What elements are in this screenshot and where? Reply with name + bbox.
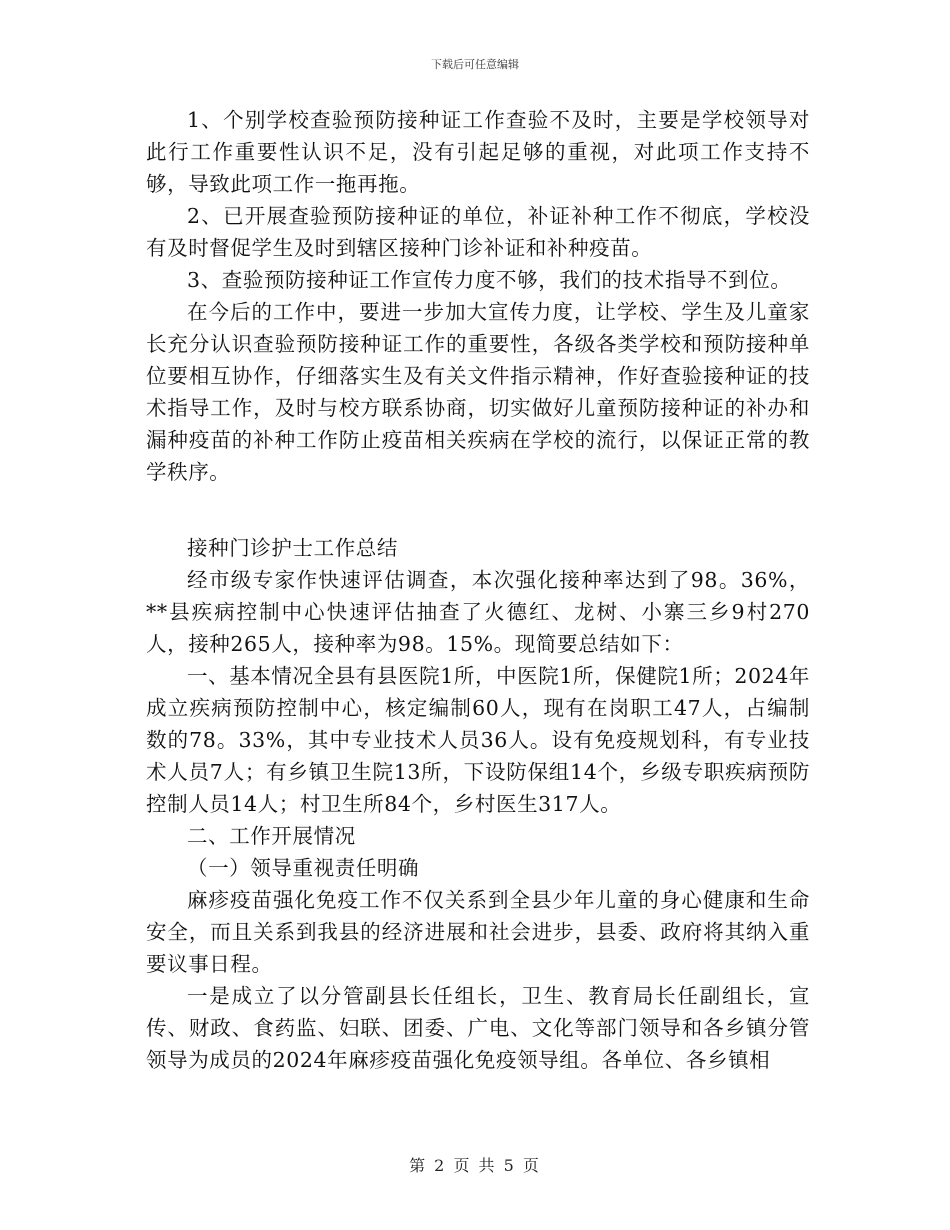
- paragraph: 一、基本情况全县有县医院1所，中医院1所，保健院1所；2024年成立疾病预防控制中心，核定编制60人，现有在岗职工47人，占编制数的78。33%，其中专业技术人员36人。设有免疫规划科，有专业技术人员7人；有乡镇卫生院13所，下设防保组14个，乡级专职疾病预防控制人员14人；村卫生所84个，乡村医生317人。: [146, 664, 810, 816]
- document-body: [146, 104, 810, 1076]
- section-title: 接种门诊护士工作总结: [187, 536, 398, 560]
- paragraph: 经市级专家作快速评估调查，本次强化接种率达到了98。36%，**县疾病控制中心快速评估抽查了火德红、龙树、小寨三乡9村270人，接种265人，接种率为98。15%。现简要总结如下：: [146, 568, 810, 656]
- paragraph: 一是成立了以分管副县长任组长，卫生、教育局长任副组长，宣传、财政、食药监、妇联、团委、广电、文化等部门领导和各乡镇分管领导为成员的2024年麻疹疫苗强化免疫领导组。各单位、各乡镇相: [146, 984, 810, 1072]
- paragraph: 二、工作开展情况: [187, 824, 356, 848]
- paragraph: 3、查验预防接种证工作宣传力度不够，我们的技术指导不到位。: [187, 268, 792, 292]
- page-number: 第 2 页 共 5 页: [409, 1156, 541, 1175]
- paragraph: 1、个别学校查验预防接种证工作查验不及时，主要是学校领导对此行工作重要性认识不足，没有引起足够的重视，对此项工作支持不够，导致此项工作一拖再拖。: [146, 108, 810, 196]
- paragraph: 2、已开展查验预防接种证的单位，补证补种工作不彻底，学校没有及时督促学生及时到辖区接种门诊补证和补种疫苗。: [146, 204, 810, 260]
- paragraph: （一）领导重视责任明确: [187, 856, 420, 880]
- page-header: 下载后可任意编辑: [431, 58, 519, 71]
- paragraph: 在今后的工作中，要进一步加大宣传力度，让学校、学生及儿童家长充分认识查验预防接种证工作的重要性，各级各类学校和预防接种单位要相互协作，仔细落实生及有关文件指示精神，作好查验接种证的技术指导工作，及时与校方联系协商，切实做好儿童预防接种证的补办和漏种疫苗的补种工作防止疫苗相关疾病在学校的流行，以保证正常的教学秩序。: [146, 300, 810, 484]
- paragraph: 麻疹疫苗强化免疫工作不仅关系到全县少年儿童的身心健康和生命安全，而且关系到我县的经济进展和社会进步，县委、政府将其纳入重要议事日程。: [146, 888, 810, 976]
